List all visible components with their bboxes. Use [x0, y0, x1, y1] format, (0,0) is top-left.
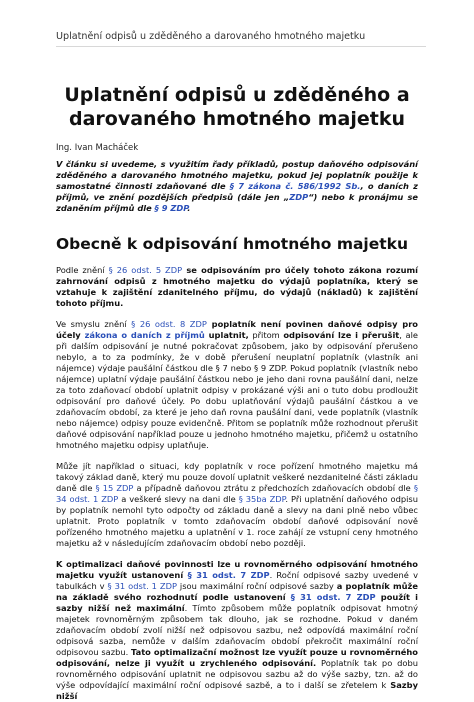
paragraph-text: Poplatník tak po dobu rovnoměrného odpisování uplatnit ne odpisovou sazbu až do výše sazby, tzn. až do výše odpovídající maximální roční odpisové sazbě, a to i další se zřetelem k: [56, 658, 418, 690]
section-heading: Obecně k odpisování hmotného majetku: [56, 235, 409, 253]
abstract: [56, 159, 418, 214]
link-zakon-o-danich[interactable]: zákona o daních z příjmů: [84, 330, 205, 340]
header-divider: [56, 46, 426, 47]
paragraph-bold-text: uplatnit,: [204, 330, 249, 340]
paragraph-text: a veškeré slevy na dani dle: [118, 494, 239, 504]
article-title-line-1: Uplatnění odpisů u zděděného a: [64, 84, 410, 106]
paragraph-bold-text: se odpisováním pro účely tohoto zákona rozumí zahrnování odpisů z hmotného majetku do výdajů poplatníka, který se vztahuje k zajištění zdanitelného příjmu, do výdajů (nákladů) k zajištění tohoto příjmu.: [56, 265, 418, 308]
link-zdp[interactable]: ZDP: [289, 192, 309, 202]
link-par31-odst7[interactable]: § 31 odst. 7 ZDP: [187, 570, 270, 580]
abstract-text: “) nebo k pronájmu se zdaněním příjmů dle: [56, 192, 419, 213]
paragraph-bold-text: poplatník není povinen daňové odpisy pro účely: [56, 319, 419, 340]
author-name: Ing. Ivan Macháček: [56, 143, 139, 153]
paragraph-bold-text: K optimalizaci daňové povinnosti lze u rovnoměrného odpisování hmotného majetku využít ustanovení: [56, 559, 418, 580]
link-par7-zdp[interactable]: § 7 zákona č. 586/1992 Sb.: [229, 181, 361, 191]
link-par26-odst8[interactable]: § 26 odst. 8 ZDP: [131, 319, 207, 329]
link-par31-odst1[interactable]: § 31 odst. 1 ZDP: [107, 581, 177, 591]
article-title-line-2: darovaného hmotného majetku: [69, 108, 405, 130]
link-par15-zdp[interactable]: § 15 ZDP: [95, 483, 134, 493]
paragraph-text: jsou maximální roční odpisové sazby: [176, 581, 337, 591]
abstract-text: V článku si uvedeme, s využitím řady příkladů, postup daňového odpisování zděděného a darovaného hmotného majetku, pokud jej poplatník použije k samostatné činnosti zdaňované dle: [56, 159, 418, 191]
paragraph-text: Ve smyslu znění: [56, 319, 132, 329]
link-par31-odst7-2[interactable]: § 31 odst. 7 ZDP: [290, 592, 376, 602]
paragraph-text: . Tímto způsobem může poplatník odpisovat hmotný majetek rovnoměrným způsobem tak dlouho, jak se rozhodne. Pokud v daném zdaňovacím období zvolí nižší než odpisovou sazbu, než odpovídá maximální roční odpisová sazba, nemůže v dalším zdaňovacím období překročit maximální roční odpisovou sazbu.: [56, 603, 418, 657]
paragraph-1: [56, 265, 418, 309]
paragraph-2: [56, 319, 418, 451]
paragraph-text: a případně daňovou ztrátu z předchozích zdaňovacích období dle: [133, 483, 414, 493]
paragraph-text: přitom: [248, 330, 284, 340]
abstract-text: , o daních z příjmů, ve znění pozdějších předpisů (dále jen „: [56, 181, 418, 202]
paragraph-4: [56, 559, 418, 702]
paragraph-bold-text: Sazby nižší: [56, 680, 418, 701]
paragraph-bold-text: Tato optimalizační možnost lze využít pouze u rovnoměrného odpisování, nelze ji využít u zrychleného odpisování.: [56, 647, 418, 668]
paragraph-text: . Při uplatnění daňového odpisu by poplatník nemohl tyto odpočty od základu daně a slevy na dani plně nebo vůbec uplatnit. Proto poplatník v tomto zdaňovacím období daňové odpisování nově pořízeného hmotného majetku a uplatnění v 1. roce zahájí ze vstupní ceny hmotného majetku až v následujícím zdaňovacím období nebo později.: [56, 494, 418, 548]
paragraph-text: Může jít například o situaci, kdy poplatník v roce pořízení hmotného majetku má takový základ daně, který mu pouze dovolí uplatnit veškeré nezdanitelné části základu daně dle: [56, 461, 418, 493]
paragraph-bold-text: a poplatník může na základě svého rozhodnutí podle ustanovení: [56, 581, 419, 602]
paragraph-3: [56, 461, 418, 549]
link-par35ba-zdp[interactable]: § 35ba ZDP: [238, 494, 286, 504]
paragraph-bold-text: použít i sazby nižší než maximální: [56, 592, 418, 613]
link-par26-odst5[interactable]: § 26 odst. 5 ZDP: [108, 265, 183, 275]
paragraph-text: , ale při dalším odpisování je nutné pokračovat způsobem, jako by odpisování přerušeno nebylo, a to za podmínky, že v době přerušení neuplatní poplatník (vlastník ani nájemce) výdaje paušální částkou dle § 7 nebo § 9 ZDP. Pokud poplatník (vlastník nebo nájemce) uplatní výdaje paušální částkou nebo je jeho dani rovna paušální dani, nelze za toto zdaňovací období uplatnit odpisy v prokázané výši ani o tuto dobu prodloužit odpisování pro daňové účely. Po dobu uplatňování výdajů paušální částkou a ve zdaňovacím období, za které je jeho daň rovna paušální dani, vede poplatník (vlastník nebo nájemce) odpisy pouze evidenčně. Přitom se poplatník může rozhodnout přerušit daňové odpisování například pouze u jednoho hmotného majetku, přičemž u ostatního hmotného majetku odpisy uplatňuje.: [56, 330, 418, 450]
paragraph-bold-text: odpisování lze i přerušit: [283, 330, 400, 340]
abstract-text: .: [187, 203, 191, 213]
running-header: Uplatnění odpisů u zděděného a darovaného hmotného majetku: [56, 31, 366, 42]
article-title: [56, 83, 418, 131]
paragraph-text: Podle znění: [56, 265, 109, 275]
link-par9-zdp[interactable]: § 9 ZDP: [154, 203, 188, 213]
paragraph-text: . Roční odpisové sazby uvedené v tabulkách v: [56, 570, 418, 591]
link-par34-odst1[interactable]: § 34 odst. 1 ZDP: [56, 483, 418, 504]
